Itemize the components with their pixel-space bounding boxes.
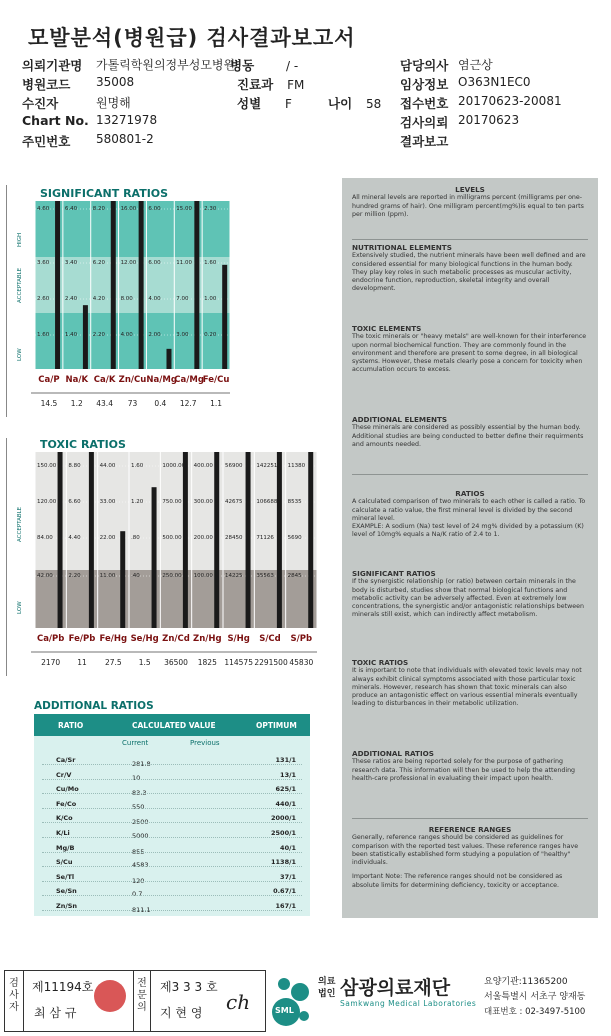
divider: [42, 910, 302, 911]
divider: [23, 971, 24, 1031]
toxic-block: [352, 325, 588, 375]
significant-ratios-panel: [6, 185, 233, 417]
field-value: 13271978: [96, 113, 158, 127]
zone-label: ACCEPTABLE: [17, 267, 23, 303]
significant-ratios-heading: SIGNIFICANT RATIOS: [352, 569, 436, 578]
additional-ratios-heading: ADDITIONAL RATIOS: [352, 749, 434, 758]
category-label: Ca/Pb: [36, 634, 65, 644]
bar-se-hg: [152, 487, 157, 628]
table-row: [34, 808, 310, 827]
levels-text: All mineral levels are reported in milligrams percent (milligrams per one-hundred grams of hair). One milligram percent(mg%)is equal to ten parts per million (ppm).: [352, 194, 584, 218]
divider: [133, 971, 134, 1031]
table-row: [34, 867, 310, 885]
tick-label: 44.00: [99, 463, 116, 469]
tick-label: 4.20: [92, 296, 105, 302]
additional-elements-block: [352, 416, 588, 449]
dept-value: FM: [287, 78, 305, 92]
tick-label: 0.20: [204, 332, 217, 338]
reference-text: Generally, reference ranges should be considered as guidelines for comparison with the reported test values. These reference ranges have been statistically established form studying a population of "healthy" individuals.: [352, 834, 579, 867]
bar-s-pb: [308, 452, 313, 628]
additional-ratios-title: ADDITIONAL RATIOS: [34, 700, 154, 712]
significant-ratios-block: [352, 570, 588, 620]
corp-label-2: 법인: [318, 989, 336, 999]
corp-label-1: 의료: [318, 977, 336, 987]
zone-band: [35, 313, 230, 369]
value-label: 114575: [224, 658, 253, 667]
value-label: 11: [77, 658, 87, 667]
tick-label: 4.40: [68, 535, 81, 541]
significant-ratios-title: SIGNIFICANT RATIOS: [37, 187, 171, 200]
field-label: 검사의뢰: [400, 115, 449, 130]
value-label: 43.4: [96, 399, 113, 408]
category-label: Ca/Mg: [174, 375, 204, 385]
corp-label: [318, 976, 335, 1000]
current-value: 10: [132, 773, 141, 782]
tick-label: 14225: [225, 573, 243, 579]
table-row: [34, 881, 310, 899]
bar-ca-mg: [194, 201, 199, 369]
tick-label: 150.00: [37, 463, 57, 469]
category-label: Zn/Hg: [193, 634, 222, 644]
org-name: 삼광의료재단: [340, 977, 451, 999]
optimum-value: 625/1: [275, 785, 296, 794]
optimum-value: 13/1: [280, 770, 296, 779]
tick-label: 2.30: [204, 206, 217, 212]
field-label: 접수번호: [400, 96, 449, 111]
tick-label: 56900: [225, 463, 243, 469]
ratio-name: Fe/Co: [56, 799, 77, 808]
category-label: S/Cd: [259, 634, 281, 644]
value-label: 1.5: [138, 658, 151, 667]
ratio-name: Cu/Mo: [56, 785, 79, 794]
tick-label: 2.20: [92, 332, 105, 338]
toxic-ratios-title: TOXIC RATIOS: [37, 438, 129, 451]
tick-label: 120.00: [37, 499, 57, 505]
current-value: 5000: [132, 832, 149, 840]
field-label: 병원코드: [22, 77, 71, 92]
tick-label: 1.40: [64, 332, 78, 338]
sex-value: F: [284, 97, 292, 111]
header-field: [22, 132, 154, 150]
tick-label: 2.20: [68, 573, 81, 579]
ratios-example: EXAMPLE: A sodium (Na) test level of 24 mg% divided by a potassium (K) level of 10mg% equals a Na/K ratio of 2.4 to 1.: [352, 523, 584, 539]
tick-label: 28450: [225, 535, 243, 541]
ratio-name: Mg/B: [56, 843, 75, 852]
value-label: 36500: [164, 658, 188, 667]
header-field: [22, 94, 131, 112]
zone-label: LOW: [17, 601, 23, 614]
tick-label: 11.00: [176, 260, 193, 266]
category-label: Ca/P: [38, 375, 60, 385]
current-value: 281.8: [132, 760, 151, 768]
divider: [352, 474, 588, 475]
tick-label: 400.00: [193, 463, 213, 469]
tick-label: 2.40: [64, 296, 78, 302]
current-value: 120: [132, 876, 145, 885]
tick-label: 100.00: [193, 573, 213, 579]
tick-label: 16.00: [120, 206, 137, 212]
tick-label: 500.00: [162, 535, 182, 541]
value-label: 2291500: [254, 658, 288, 667]
tick-label: 2.00: [148, 332, 161, 338]
toxic-text: The toxic minerals or "heavy metals" are well-known for their interference upon normal biochemical function. They are commonly found in the environment and therefore are present to some degree, in all biological systems. However, these metals clearly pose a concern for toxicity when accumulation occurs to excess.: [352, 333, 587, 374]
tick-label: 1.60: [204, 260, 217, 266]
ratios-text: A calculated comparison of two minerals to each other is called a ratio. To calculate a ratio value, the first mineral level is divided by the second mineral level.: [352, 498, 586, 522]
tick-label: 33.00: [99, 499, 116, 505]
age-field: [328, 94, 381, 112]
tick-label: 12.00: [120, 260, 137, 266]
ratio-name: K/Co: [56, 814, 73, 823]
dept-field: [237, 75, 304, 93]
ratios-block: [352, 490, 588, 540]
value-label: 1.1: [210, 399, 223, 408]
ratio-name: S/Cu: [56, 858, 73, 867]
toxic-heading: TOXIC ELEMENTS: [352, 324, 422, 333]
col-optimum: OPTIMUM: [256, 721, 297, 730]
ward-field: [230, 56, 298, 74]
value-label: 14.5: [40, 399, 58, 408]
bar-ca-pb: [58, 452, 63, 628]
field-value: 20170623: [458, 113, 520, 127]
tick-label: 1.60: [131, 463, 144, 469]
header-field: [22, 113, 158, 128]
tick-label: 3.60: [37, 260, 50, 266]
tick-label: 4.60: [37, 206, 50, 212]
bar-fe-cu: [222, 265, 227, 369]
reference-heading: REFERENCE RANGES: [428, 825, 512, 834]
tick-label: 200.00: [193, 535, 213, 541]
category-label: Fe/Hg: [99, 634, 128, 644]
tick-label: .80: [131, 535, 140, 541]
header-field: [400, 113, 520, 131]
reference-note: Important Note: The reference ranges should not be considered as absolute limits for determining deficiency, toxicity or acceptance.: [352, 873, 563, 889]
current-value: 0.7: [132, 890, 143, 899]
tick-label: 4.00: [120, 332, 133, 338]
ward-label: 병동: [230, 58, 255, 73]
field-label: 담당의사: [400, 58, 449, 73]
tick-label: 7.00: [176, 296, 189, 302]
category-label: Fe/Pb: [68, 634, 96, 644]
significant-ratios-text: If the synergistic relationship (or ratio) between certain minerals in the body is disturbed, studies show that normal biological functions and metabolic activity can be adversely affected. Even at extremely low concentrations, the synergistic and/or antagonistic relationships between minerals still exist, which can indirectly affect metabolism.: [352, 578, 584, 619]
ward-value: / -: [285, 59, 299, 73]
current-value: 811.1: [132, 906, 151, 914]
table-row: [34, 779, 310, 798]
table-row: [34, 852, 310, 870]
tick-label: 750.00: [162, 499, 182, 505]
reference-block: [352, 826, 588, 890]
bar-zn-cu: [139, 201, 144, 369]
tick-label: 250.00: [162, 573, 182, 579]
tick-label: 22.00: [99, 535, 116, 541]
age-label: 나이: [328, 96, 353, 111]
header-field: [400, 56, 493, 74]
zone-label: HIGH: [17, 232, 23, 247]
current-value: 855: [132, 847, 145, 856]
bar-zn-cd: [183, 452, 188, 628]
ratio-name: K/Li: [56, 829, 70, 837]
category-label: Fe/Cu: [202, 375, 230, 385]
tick-label: 8535: [287, 499, 302, 505]
tester-number: 제11194호: [32, 980, 94, 994]
ratio-name: Ca/Sr: [56, 756, 76, 764]
tick-label: 8.20: [92, 206, 105, 212]
tick-label: 6.40: [64, 206, 78, 212]
optimum-value: 131/1: [275, 756, 296, 764]
zone-label: ACCEPTABLE: [17, 506, 23, 542]
current-value: 83.3: [132, 789, 147, 798]
tester-name: 최 삼 규: [34, 1006, 77, 1020]
org-phone: 대표번호 : 02-3497-5100: [484, 1007, 586, 1017]
levels-heading: LEVELS: [455, 185, 485, 194]
field-value: 580801-2: [96, 132, 154, 146]
tick-label: 6.00: [148, 260, 161, 266]
field-value: 35008: [96, 75, 135, 89]
category-label: Zn/Cd: [162, 634, 190, 644]
value-label: 1.2: [70, 399, 83, 408]
field-label: Chart No.: [22, 113, 89, 128]
signature: ch: [226, 990, 251, 1014]
sex-label: 성별: [237, 96, 262, 111]
value-label: 45830: [289, 658, 314, 667]
ratios-heading: RATIOS: [455, 489, 485, 498]
header-field: [400, 94, 562, 112]
sml-logo-icon: [270, 972, 314, 1028]
tick-label: 142251: [256, 463, 278, 469]
org-english-name: Samkwang Medical Laboratories: [340, 999, 477, 1008]
category-label: S/Hg: [227, 634, 250, 644]
field-value: 염근상: [458, 58, 493, 72]
tick-label: 2.60: [37, 296, 50, 302]
footer: [0, 968, 611, 1036]
bar-zn-hg: [214, 452, 219, 628]
col-calculated: CALCULATED VALUE: [132, 721, 216, 730]
optimum-value: 0.67/1: [273, 887, 296, 896]
org-code: 요양기관:11365200: [484, 977, 568, 987]
value-label: 73: [127, 399, 138, 408]
ratio-name: Se/Tl: [56, 872, 75, 881]
additional-table-header: [34, 714, 310, 736]
optimum-value: 167/1: [275, 902, 296, 910]
tick-label: 106688: [256, 499, 278, 505]
tick-label: 6.20: [92, 260, 105, 266]
seal-icon: [94, 980, 126, 1012]
field-value: 가톨릭학원의정부성모병원: [96, 58, 236, 72]
field-label: 주민번호: [22, 134, 71, 149]
bar-na-k: [83, 305, 88, 369]
divider: [352, 239, 588, 240]
nutritional-text: Extensively studied, the nutrient minerals have been well defined and are considered essential for many biological functions in the human body. They play key roles in such metabolic processes as muscular activity, endocrine function, reproduction, skeletal integrity and overall development.: [352, 252, 586, 293]
current-value: 550: [132, 802, 145, 811]
col-ratio: RATIO: [58, 721, 84, 730]
header-field: [400, 132, 448, 150]
tick-label: 1000.00: [162, 463, 186, 469]
tick-label: 2845: [287, 573, 302, 579]
org-address: 서울특별시 서초구 양재동: [484, 992, 586, 1002]
ratio-name: Se/Sn: [56, 887, 77, 896]
table-row: [34, 765, 310, 782]
tick-label: 5690: [287, 535, 302, 541]
tick-label: 1.60: [37, 332, 50, 338]
category-label: Ca/K: [93, 375, 116, 385]
tester-label: 검사자: [9, 978, 19, 1013]
tick-label: .40: [131, 573, 140, 579]
levels-block: [352, 186, 588, 219]
value-label: 27.5: [104, 658, 122, 667]
bar-ca-p: [55, 201, 60, 369]
additional-table-body: [34, 736, 310, 916]
toxic-ratios-panel: [6, 438, 325, 676]
toxic-ratios-text: It is important to note that individuals with elevated toxic levels may not always exhibit clinical symptoms associated with those particular toxic minerals. However, research has shown that toxic minerals can also produce an antagonistic effect on various essential minerals eventually leading to disturbances in their metabolic utilization.: [352, 667, 582, 708]
nutritional-block: [352, 244, 588, 294]
field-label: 수진자: [22, 96, 59, 111]
category-label: S/Pb: [290, 634, 313, 644]
tick-label: 8.00: [120, 296, 133, 302]
bar-s-hg: [246, 452, 251, 628]
dept-label: 진료과: [237, 77, 274, 92]
tick-label: 3.00: [176, 332, 189, 338]
category-label: Na/K: [65, 375, 89, 385]
category-label: Se/Hg: [130, 634, 159, 644]
sub-current: Current: [122, 739, 149, 747]
tick-label: 300.00: [193, 499, 213, 505]
additional-elements-text: These minerals are considered as possibly essential by the human body. Additional studies are being conducted to better define their requirments and amounts needed.: [352, 424, 584, 448]
tick-label: 11.00: [99, 573, 116, 579]
table-row: [34, 750, 310, 768]
tick-label: 84.00: [37, 535, 53, 541]
tick-label: 8.80: [68, 463, 81, 469]
value-label: 0.4: [154, 399, 167, 408]
age-value: 58: [365, 97, 382, 111]
current-value: 4583: [132, 861, 149, 870]
tick-label: 42.00: [37, 573, 53, 579]
field-value: 20170623-20081: [458, 94, 562, 108]
info-panel: [342, 178, 598, 918]
divider: [150, 971, 151, 1031]
category-label: Zn/Cu: [118, 375, 147, 385]
optimum-value: 1138/1: [271, 858, 296, 867]
field-label: 의뢰기관명: [22, 58, 83, 73]
specialist-number: 제3 3 3 호: [160, 980, 218, 994]
optimum-value: 40/1: [280, 843, 296, 852]
category-label: Na/Mg: [146, 375, 177, 385]
value-label: 12.7: [179, 399, 197, 408]
tick-label: 42675: [225, 499, 243, 505]
tick-label: 6.00: [148, 206, 161, 212]
bar-fe-hg: [120, 531, 125, 628]
additional-elements-heading: ADDITIONAL ELEMENTS: [352, 415, 448, 424]
tick-label: 4.00: [148, 296, 161, 302]
logo-text: SML: [275, 1006, 294, 1015]
tick-label: 11380: [287, 463, 306, 469]
specialist-name: 지 현 영: [160, 1006, 203, 1020]
header-field: [400, 75, 531, 93]
bar-na-mg: [166, 349, 171, 369]
additional-ratios-block: [352, 750, 588, 783]
field-value: O363N1EC0: [458, 75, 531, 89]
specialist-label: 전문의: [137, 978, 147, 1013]
zone-label: LOW: [17, 348, 23, 361]
optimum-value: 2000/1: [271, 814, 296, 823]
field-label: 결과보고: [400, 134, 449, 149]
tick-label: 15.00: [176, 206, 193, 212]
zone-band: [35, 452, 317, 570]
table-row: [34, 794, 310, 811]
ratio-name: Cr/V: [56, 770, 72, 779]
table-row: [34, 896, 310, 914]
header-field: [22, 56, 236, 74]
tick-label: 3.40: [64, 260, 78, 266]
field-label: 임상정보: [400, 77, 449, 92]
value-label: 2170: [41, 658, 61, 667]
table-row: [34, 823, 310, 840]
value-label: 1825: [197, 658, 217, 667]
table-row: [34, 838, 310, 856]
additional-ratios-text: These ratios are being reported solely for the purpose of gathering research data. This information will then be used to help the attending health-care professional in evaluating their impact upon health.: [352, 758, 576, 782]
bar-fe-pb: [89, 452, 94, 628]
sex-field: [237, 94, 292, 112]
tick-label: 1.20: [131, 499, 144, 505]
field-value: 원명해: [96, 96, 131, 110]
ratio-name: Zn/Sn: [56, 902, 78, 910]
toxic-ratios-heading: TOXIC RATIOS: [352, 658, 409, 667]
optimum-value: 440/1: [275, 799, 296, 808]
optimum-value: 37/1: [280, 872, 296, 881]
header-field: [22, 75, 135, 93]
nutritional-heading: NUTRITIONAL ELEMENTS: [352, 243, 452, 252]
tick-label: 1.00: [204, 296, 217, 302]
tick-label: 6.60: [68, 499, 81, 505]
report-title: 모발분석(병원급) 검사결과보고서: [28, 26, 356, 50]
current-value: 2500: [132, 818, 149, 827]
bar-ca-k: [111, 201, 116, 369]
divider: [352, 818, 588, 819]
toxic-ratios-block: [352, 659, 588, 709]
tick-label: 35563: [256, 573, 274, 579]
tick-label: 71126: [256, 535, 274, 541]
optimum-value: 2500/1: [271, 829, 296, 837]
bar-s-cd: [277, 452, 282, 628]
sub-previous: Previous: [190, 739, 220, 747]
